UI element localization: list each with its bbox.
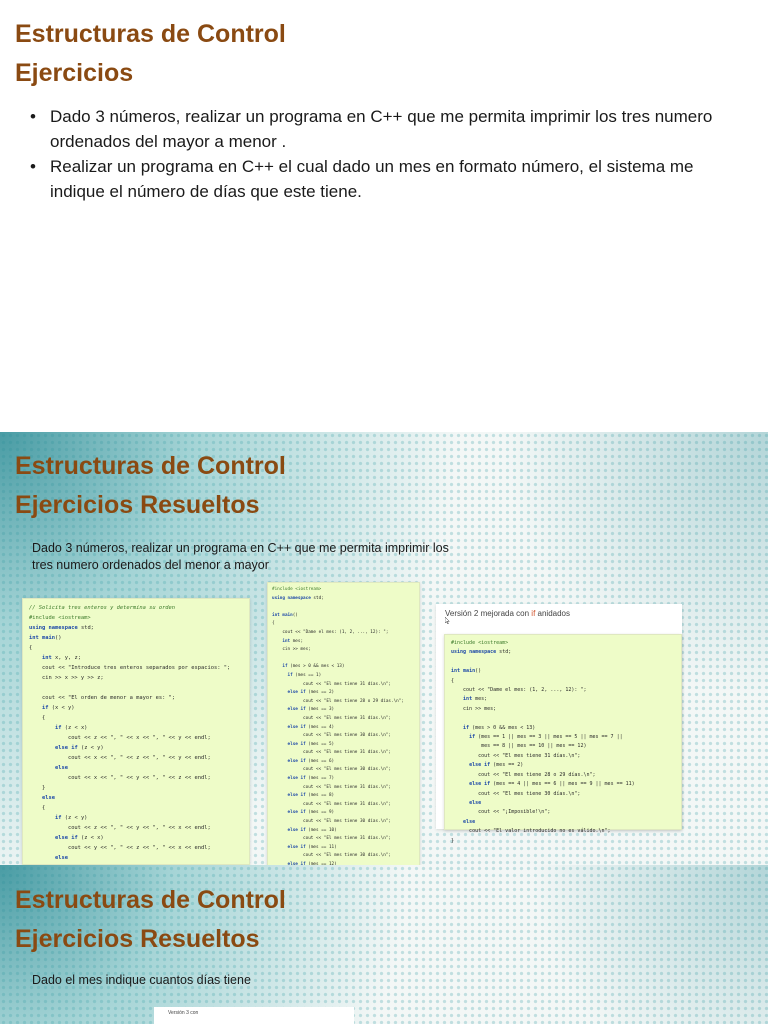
code-line: if (z < x) — [54, 725, 88, 731]
code-line: cout << "El mes tiene 31 días.\n"; — [272, 836, 391, 842]
code-block — [445, 635, 681, 850]
code-line: cout << "¡Imposible!\n"; — [451, 809, 551, 816]
code-line: int main() — [272, 612, 298, 618]
code-line: else if (mes == 12) — [287, 862, 337, 865]
slide-2-description-line1: Dado 3 números, realizar un programa en C++ que me permita imprimir los — [32, 541, 449, 555]
code-line: cout << "El mes tiene 31 días.\n"; — [272, 784, 391, 790]
code-block — [268, 583, 419, 865]
code-line: #include <iostream> — [451, 640, 509, 646]
slide-3-title-line2: Ejercicios Resueltos — [15, 925, 260, 953]
code-panel-sort-three-numbers — [22, 598, 250, 865]
code-block — [23, 599, 249, 865]
code-line: { — [29, 715, 46, 721]
code-line: cout << "El mes tiene 31 días.\n"; — [272, 681, 391, 687]
mouse-cursor-icon — [445, 617, 450, 624]
code-line: else if (mes == 3) — [287, 707, 335, 713]
code-line: cout << x << ", " << z << ", " << y << endl; — [29, 755, 211, 761]
code-line: mes == 8 || mes == 10 || mes == 12) — [451, 743, 587, 750]
caption-suffix: anidados — [537, 609, 571, 618]
code-line: else if (z < x) — [54, 835, 104, 841]
code-line: else if (mes == 5) — [287, 741, 335, 747]
slide-2 — [0, 432, 768, 865]
code-line: cout << "El mes tiene 31 días.\n"; — [272, 801, 391, 807]
code-line: cout << z << ", " << y << ", " << x << endl; — [29, 825, 211, 831]
bullet-item: • Dado 3 números, realizar un programa en C++ que me permita imprimir los tres numero ordenados del mayor a menor . — [30, 104, 750, 154]
code-line: int x, y, z; — [41, 655, 81, 661]
slide-2-title-line2: Ejercicios Resueltos — [15, 491, 260, 519]
code-line: { — [29, 645, 33, 651]
code-line: cin >> x >> y >> z; — [29, 675, 104, 681]
code-line: } — [451, 837, 455, 844]
code-line: } — [29, 785, 46, 791]
caption-prefix: Versión 2 mejorada con — [445, 609, 530, 618]
code-line: else — [54, 855, 68, 861]
code-line: #include <iostream> — [272, 587, 322, 592]
code-line: #include <iostream> — [29, 615, 91, 621]
code-line: else if (mes == 6) — [287, 758, 335, 764]
code-line: else if (mes == 11) — [287, 844, 337, 850]
code-card-caption — [445, 609, 570, 618]
slide-1-bullet-list — [30, 104, 750, 204]
code-line: int mes; — [282, 638, 304, 644]
code-line: { — [272, 621, 275, 627]
code-line: else if (z < y) — [54, 745, 104, 751]
code-line: cout << "El mes tiene 30 días.\n"; — [272, 853, 391, 859]
code-line: if (mes > 0 && mes < 13) — [463, 724, 536, 731]
code-line: cout << "El mes tiene 30 días.\n"; — [272, 733, 391, 739]
code-line: cin >> mes; — [451, 705, 497, 712]
code-line: cout << "El mes tiene 30 días.\n"; — [272, 767, 391, 773]
code-line: else — [469, 799, 482, 806]
code-panel-days-in-month-v1 — [267, 582, 420, 865]
code-card-caption: Versión 3 con — [168, 1010, 199, 1016]
code-line: cout << "El mes tiene 31 días.\n"; — [272, 715, 391, 721]
slide-2-description-line2: tres numero ordenados del menor a mayor — [32, 558, 269, 572]
code-line: cin >> mes; — [272, 647, 311, 653]
code-card-days-in-month-v3 — [154, 1007, 354, 1024]
code-line: else — [41, 795, 55, 801]
code-line: if (mes > 0 && mes < 13) — [282, 664, 345, 670]
code-line — [29, 683, 243, 693]
code-line: else if (mes == 2) — [287, 690, 335, 696]
code-line — [451, 714, 675, 723]
code-line: if (x < y) — [41, 705, 75, 711]
slide-3-description: Dado el mes indique cuantos días tiene — [32, 973, 251, 987]
code-line: cout << "Dame el mes: (1, 2, ..., 12): "; — [272, 629, 389, 635]
code-line: int mes; — [463, 696, 488, 703]
bullet-item: • Realizar un programa en C++ el cual dado un mes en formato número, el sistema me indique el número de días que este tiene. — [30, 154, 750, 204]
slide-2-title-line1: Estructuras de Control — [15, 452, 286, 480]
code-line: cout << "El mes tiene 31 días.\n"; — [451, 752, 581, 759]
code-line: using namespace std; — [451, 649, 512, 656]
code-line: if (mes == 1 || mes == 3 || mes == 5 || mes == 7 || — [469, 734, 623, 741]
code-line: using namespace std; — [272, 595, 324, 601]
code-line: cout << "El orden de menor a mayor es: "; — [29, 695, 176, 701]
code-line: cout << "El mes tiene 31 días.\n"; — [272, 750, 391, 756]
code-line: cout << x << ", " << y << ", " << z << endl; — [29, 775, 211, 781]
slide-1-title-line2: Ejercicios — [15, 59, 134, 87]
code-line: { — [451, 677, 455, 684]
code-line: // Solicita tres enteros y determina su orden — [29, 605, 176, 611]
code-line: { — [29, 805, 46, 811]
code-line: else if (mes == 4) — [287, 724, 335, 730]
code-line: cout << "El mes tiene 30 días.\n"; — [272, 819, 391, 825]
code-line — [451, 658, 675, 667]
code-line: if (mes == 1) — [287, 672, 322, 678]
code-line: else — [54, 765, 68, 771]
slide-3 — [0, 865, 768, 1024]
code-line: using namespace std; — [29, 625, 94, 631]
code-panel-days-in-month-v2 — [444, 634, 682, 844]
code-line: else — [463, 818, 476, 825]
code-line: else if (mes == 2) — [469, 762, 524, 769]
code-line — [272, 655, 415, 664]
slide-3-title-line1: Estructuras de Control — [15, 886, 286, 914]
code-card-days-in-month-v2 — [436, 604, 682, 844]
code-line: else if (mes == 9) — [287, 810, 335, 816]
code-line: else if (mes == 4 || mes == 6 || mes == 9 || mes == 11) — [469, 781, 635, 788]
code-line: cout << "Introduce tres enteros separados por espacios: "; — [29, 665, 231, 671]
code-line: int main() — [451, 668, 482, 675]
code-line — [272, 603, 415, 612]
code-line: else if (mes == 10) — [287, 827, 337, 833]
code-line: cout << z << ", " << x << ", " << y << endl; — [29, 735, 211, 741]
code-line: else if (mes == 7) — [287, 776, 335, 782]
code-line: else if (mes == 8) — [287, 793, 335, 799]
code-line: cout << "El mes tiene 28 o 29 días.\n"; — [272, 698, 404, 704]
slide-1-title-line1: Estructuras de Control — [15, 20, 286, 48]
code-line: cout << y << ", " << z << ", " << x << endl; — [29, 845, 211, 851]
code-line: int main() — [29, 635, 62, 641]
slide-1 — [0, 0, 768, 432]
caption-highlight: if — [531, 609, 536, 618]
code-line: cout << "El mes tiene 28 o 29 días.\n"; — [451, 771, 596, 778]
code-line: if (z < y) — [54, 815, 88, 821]
code-line: cout << "Dame el mes: (1, 2, ..., 12): "; — [451, 687, 587, 694]
code-line: cout << "El mes tiene 30 días.\n"; — [451, 790, 581, 797]
code-line: cout << "El valor introducido no es válido.\n"; — [451, 828, 611, 835]
